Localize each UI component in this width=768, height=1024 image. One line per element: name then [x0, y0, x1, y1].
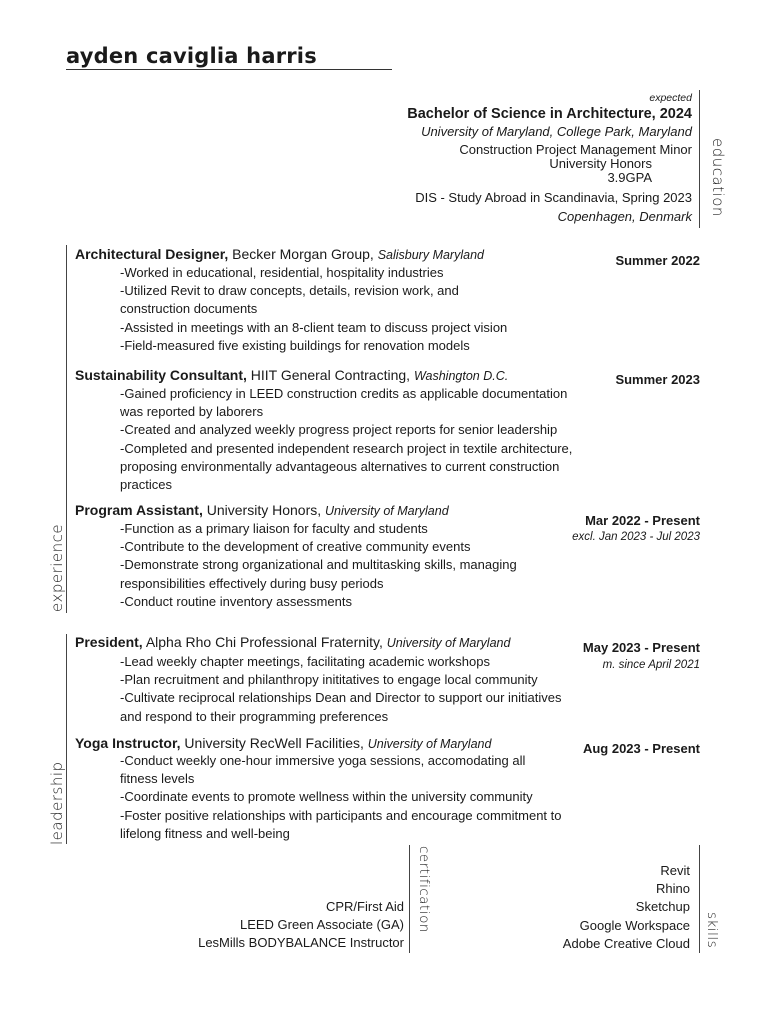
- experience-divider: [66, 245, 67, 613]
- job-org: HIIT General Contracting,: [246, 367, 414, 383]
- name-underline: [66, 69, 392, 70]
- certification-list: [198, 898, 404, 953]
- certification-divider: [409, 845, 410, 953]
- bullet: -Gained proficiency in LEED construction credits as applicable documentation: [120, 386, 568, 401]
- degree: Bachelor of Science in Architecture, 2024: [407, 106, 692, 122]
- role-bullets: [75, 653, 562, 726]
- bullet: -Cultivate reciprocal relationships Dean and Director to support our initiatives: [120, 690, 562, 706]
- job-bullets: [75, 264, 507, 355]
- bullet: lifelong fitness and well-being: [120, 825, 290, 841]
- bullet: fitness levels: [120, 771, 195, 787]
- expected-label: expected: [649, 92, 692, 104]
- bullet: construction documents: [120, 301, 258, 317]
- bullet: -Lead weekly chapter meetings, facilitating academic workshops: [120, 654, 490, 669]
- role-org: Alpha Rho Chi Professional Fraternity,: [142, 634, 387, 650]
- skill-item: Sketchup: [635, 899, 690, 915]
- job-bullets: [75, 385, 572, 494]
- bullet: -Demonstrate strong organizational and multitasking skills, managing: [120, 557, 517, 573]
- role-title: President,: [75, 634, 143, 650]
- role-location: University of Maryland: [386, 636, 511, 650]
- bullet: -Contribute to the development of creative community events: [120, 539, 471, 555]
- bullet: -Assisted in meetings with an 8-client team to discuss project vision: [120, 319, 508, 335]
- role-date: Aug 2023 - Present: [582, 741, 700, 756]
- education-divider: [699, 90, 700, 228]
- bullet: -Created and analyzed weekly progress project reports for senior leadership: [120, 422, 558, 438]
- experience-section-label: experience: [48, 523, 66, 612]
- bullet: -Conduct weekly one-hour immersive yoga sessions, accomodating all: [120, 753, 526, 768]
- role-location: University of Maryland: [367, 737, 492, 751]
- education-section-label: education: [709, 138, 727, 217]
- bullet: -Utilized Revit to draw concepts, details, revision work, and: [120, 283, 459, 299]
- job-subdate: excl. Jan 2023 - Jul 2023: [572, 531, 700, 543]
- role-date: May 2023 - Present: [582, 640, 700, 655]
- school: University of Maryland, College Park, Maryland: [421, 124, 692, 139]
- bullet: -Coordinate events to promote wellness within the university community: [120, 789, 533, 805]
- bullet: -Completed and presented independent research project in textile architecture,: [120, 440, 573, 456]
- study-abroad-location: Copenhagen, Denmark: [557, 209, 692, 224]
- gpa: 3.9GPA: [607, 170, 652, 185]
- job-sustainability-consultant-heading: [75, 367, 508, 383]
- job-date: Summer 2022: [615, 253, 700, 268]
- bullet: -Worked in educational, residential, hospitality industries: [120, 265, 444, 280]
- certification-section-label: certification: [416, 846, 432, 933]
- certification-item: LesMills BODYBALANCE Instructor: [198, 935, 404, 951]
- job-org: Becker Morgan Group,: [228, 246, 378, 262]
- role-subdate: m. since April 2021: [602, 659, 700, 671]
- job-location: University of Maryland: [325, 504, 449, 518]
- job-org: University Honors,: [202, 502, 326, 518]
- leadership-section-label: leadership: [48, 761, 66, 845]
- bullet: practices: [120, 477, 173, 493]
- job-location: Salisbury Maryland: [377, 248, 484, 262]
- job-title: Sustainability Consultant,: [75, 367, 247, 383]
- skills-list: [563, 862, 690, 953]
- job-program-assistant-heading: [75, 502, 449, 518]
- role-title: Yoga Instructor,: [75, 735, 181, 751]
- leadership-yoga-heading: [75, 735, 491, 751]
- skill-item: Google Workspace: [579, 917, 690, 933]
- minor: Construction Project Management Minor: [459, 142, 692, 157]
- bullet: -Conduct routine inventory assessments: [120, 593, 352, 609]
- bullet: responsibilities effectively during busy periods: [120, 575, 384, 591]
- bullet: -Plan recruitment and philanthropy inititatives to engage local community: [120, 672, 538, 688]
- job-bullets: [75, 520, 517, 611]
- bullet: and respond to their programming preferences: [120, 708, 389, 724]
- skill-item: Revit: [660, 863, 690, 878]
- certification-item: CPR/First Aid: [325, 899, 404, 914]
- skill-item: Rhino: [656, 881, 690, 897]
- certification-item: LEED Green Associate (GA): [239, 917, 404, 933]
- bullet: -Function as a primary liaison for faculty and students: [120, 521, 428, 536]
- honors: University Honors: [549, 156, 652, 171]
- skills-section-label: skills: [704, 912, 720, 949]
- job-date: Mar 2022 - Present: [585, 513, 700, 528]
- job-location: Washington D.C.: [413, 369, 509, 383]
- job-title: Program Assistant,: [75, 502, 203, 518]
- role-org: University RecWell Facilities,: [180, 735, 368, 751]
- bullet: proposing environmentally advantageous alternatives to current construction: [120, 458, 560, 474]
- role-bullets: [75, 752, 562, 843]
- job-title: Architectural Designer,: [75, 246, 229, 262]
- bullet: -Field-measured five existing buildings for renovation models: [120, 337, 470, 353]
- bullet: was reported by laborers: [120, 404, 264, 420]
- bullet: -Foster positive relationships with participants and encourage commitment to: [120, 807, 562, 823]
- skill-item: Adobe Creative Cloud: [562, 935, 690, 951]
- leadership-divider: [66, 634, 67, 844]
- leadership-president-heading: [75, 634, 510, 650]
- study-abroad: DIS - Study Abroad in Scandinavia, Spring 2023: [415, 190, 692, 205]
- job-date: Summer 2023: [615, 372, 700, 387]
- job-architectural-designer-heading: [75, 246, 484, 262]
- resume-name: ayden caviglia harris: [66, 44, 317, 68]
- skills-divider: [699, 845, 700, 953]
